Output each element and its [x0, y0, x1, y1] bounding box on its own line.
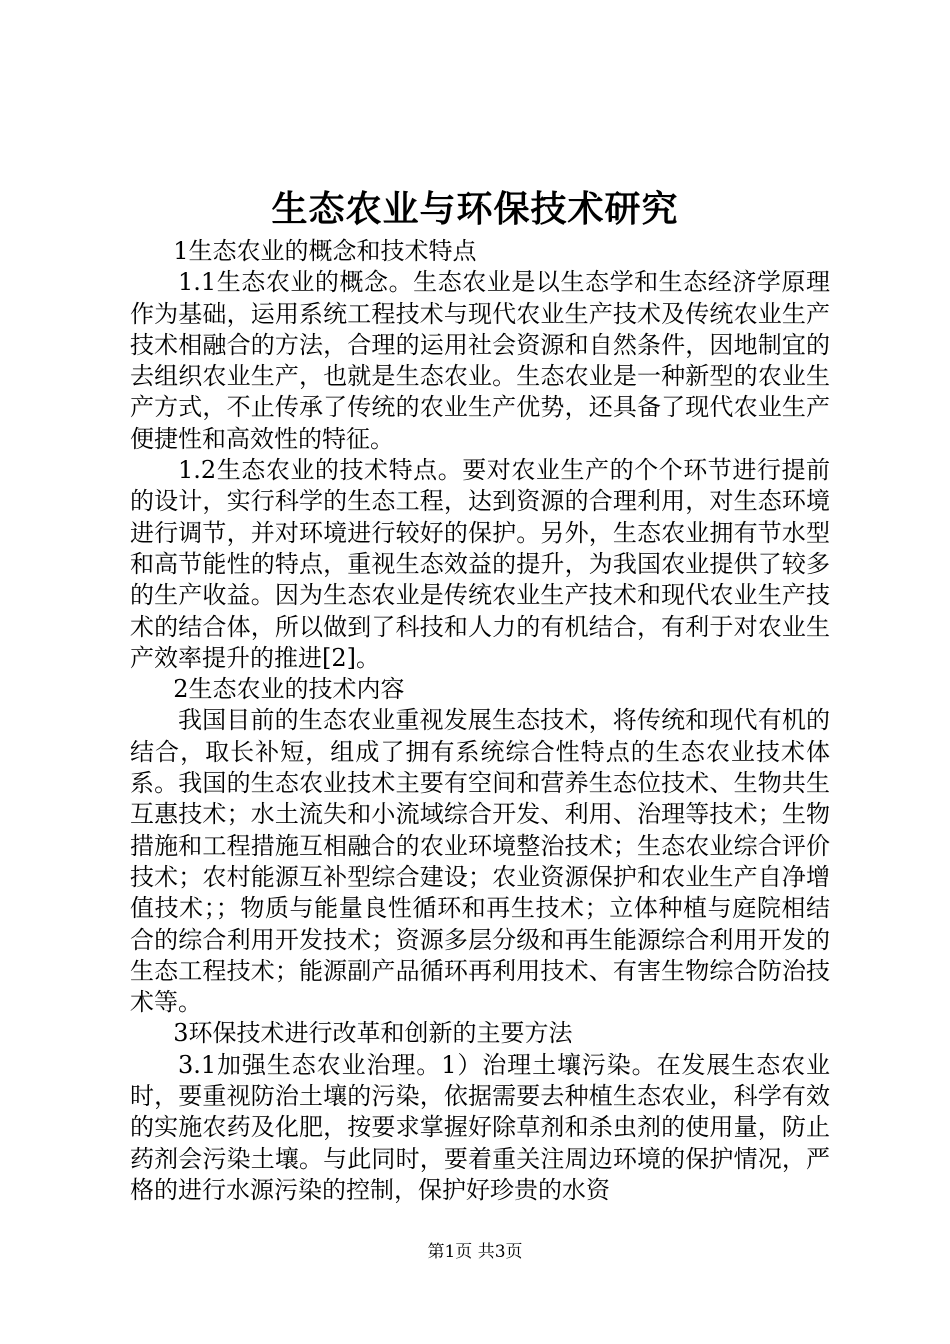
paragraph-3-1: 3.1加强生态农业治理。1）治理土壤污染。在发展生态农业时，要重视防治土壤的污染，依据需要去种植生态农业，科学有效的实施农药及化肥，按要求掌握好除草剂和杀虫剂的使用量，防止药剂会污染土壤。与此同时，要着重关注周边环境的保护情况，严格的进行水源污染的控制，保护好珍贵的水资 [130, 1050, 830, 1204]
document-title: 生态农业与环保技术研究 [271, 188, 679, 230]
section-heading-2: 2生态农业的技术内容 [173, 675, 405, 704]
paragraph-1-2: 1.2生态农业的技术特点。要对农业生产的个个环节进行提前的设计，实行科学的生态工程，达到资源的合理利用，对生态环境进行调节，并对环境进行较好的保护。另外，生态农业拥有节水型和高节能性的特点，重视生态效益的提升，为我国农业提供了较多的生产收益。因为生态农业是传统农业生产技术和现代农业生产技术的结合体，所以做到了科技和人力的有机结合，有利于对农业生产效率提升的推进[2]。 [130, 456, 830, 672]
paragraph-1-1: 1.1生态农业的概念。生态农业是以生态学和生态经济学原理作为基础，运用系统工程技术与现代农业生产技术及传统农业生产技术相融合的方法，合理的运用社会资源和自然条件，因地制宜的去组织农业生产，也就是生态农业。生态农业是一种新型的农业生产方式，不止传承了传统的农业生产优势，还具备了现代农业生产便捷性和高效性的特征。 [130, 268, 830, 453]
section-heading-1: 1生态农业的概念和技术特点 [173, 237, 477, 265]
document-body [130, 236, 830, 1206]
page-footer: 第1页 共3页 [427, 1242, 523, 1262]
paragraph-2: 我国目前的生态农业重视发展生态技术，将传统和现代有机的结合，取长补短，组成了拥有系统综合性特点的生态农业技术体系。我国的生态农业技术主要有空间和营养生态位技术、生物共生互惠技术；水土流失和小流域综合开发、利用、治理等技术；生物措施和工程措施互相融合的农业环境整治技术；生态农业综合评价技术；农村能源互补型综合建设；农业资源保护和农业生产自净增值技术；；物质与能量良性循环和再生技术；立体种植与庭院相结合的综合利用开发技术；资源多层分级和再生能源综合利用开发的生态工程技术；能源副产品循环再利用技术、有害生物综合防治技术等。 [130, 706, 830, 1017]
section-heading-3: 3环保技术进行改革和创新的主要方法 [173, 1019, 573, 1048]
